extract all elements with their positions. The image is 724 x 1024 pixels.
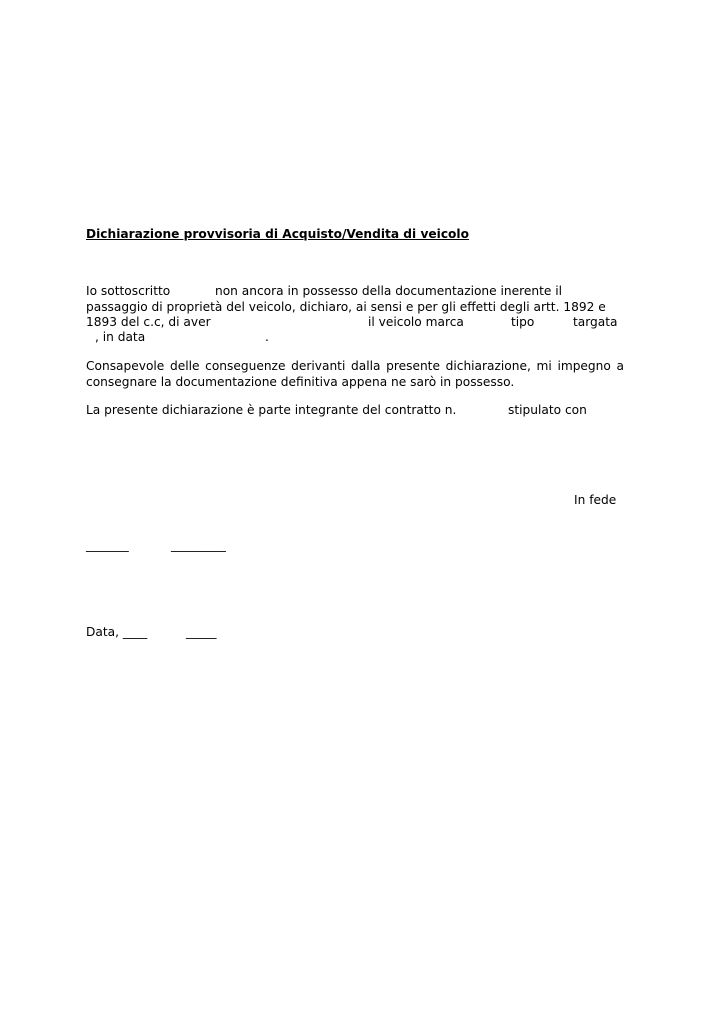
declarant-label: Io sottoscritto — [86, 284, 171, 298]
date-line: _____ — [186, 625, 217, 639]
declaration-text-line2: passaggio di proprietà del veicolo, dichiaro, ai sensi e per gli effetti degli artt. 1892 e — [86, 300, 606, 314]
closing-text: In fede — [574, 493, 617, 507]
contract-reference-text: La presente dichiarazione è parte integrante del contratto n. — [86, 403, 457, 417]
date-label: Data, ____ — [86, 625, 148, 639]
signature-line: _______ — [86, 538, 129, 552]
vehicle-plate-label: targata — [573, 315, 618, 329]
contract-party-label: stipulato con — [508, 403, 587, 417]
date-inline-label: , in data — [95, 330, 146, 344]
declaration-text-line1: non ancora in possesso della documentazione inerente il — [215, 284, 563, 298]
declaration-text-line3: 1893 del c.c, di aver — [86, 315, 211, 329]
sentence-end-period: . — [265, 330, 269, 344]
document-title: Dichiarazione provvisoria di Acquisto/Vendita di veicolo — [86, 227, 469, 241]
vehicle-brand-label: il veicolo marca — [368, 315, 464, 329]
vehicle-type-label: tipo — [511, 315, 535, 329]
signature-line: _________ — [171, 538, 226, 552]
commitment-paragraph: Consapevole delle conseguenze derivanti dalla presente dichiarazione, mi impegno a consegnare la documentazione definitiva appena ne sarò in possesso. — [86, 359, 624, 389]
